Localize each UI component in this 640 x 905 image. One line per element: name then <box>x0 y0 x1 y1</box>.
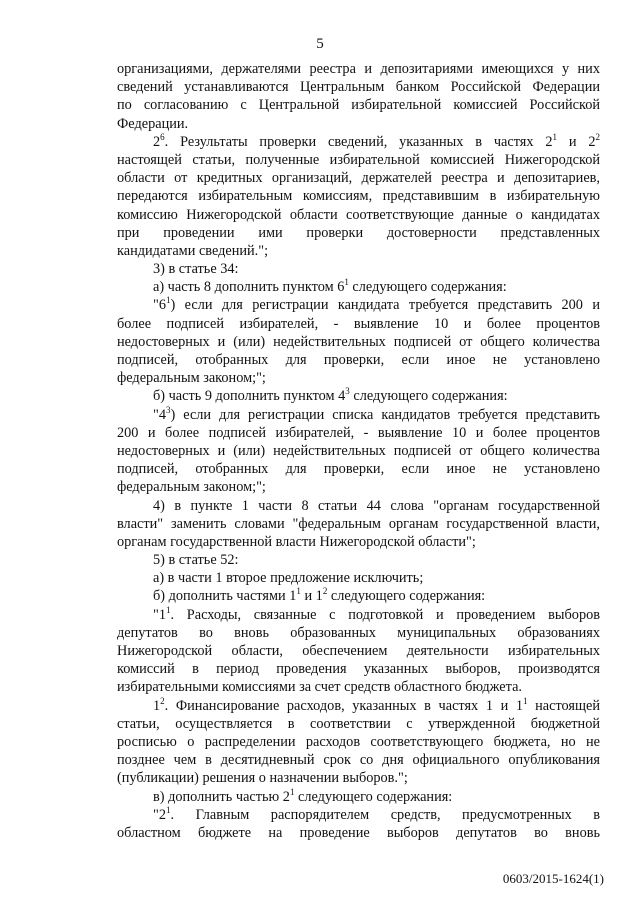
text-line: а) в части 1 второе предложение исключить; <box>153 570 424 587</box>
text-line: $1^2$. Финансирование расходов, указанных в частях 1 и $1^1$ настоящей <box>153 695 600 714</box>
text-line: "$2^1$. Главным распорядителем средств, предусмотренных в <box>153 804 600 823</box>
text-line: 200 и более подписей избирателей, - выявление 10 и более процентов <box>117 424 600 441</box>
text-line: $2^6$. Результаты проверки сведений, указанных в частях $2^1$ и $2^2$ <box>153 131 601 150</box>
text-line: б) часть 9 дополнить пунктом $4^3$ следующего содержания: <box>153 386 508 405</box>
text-line: "$4^3$) если для регистрации списка кандидатов требуется представить <box>153 404 600 423</box>
text-line: при проведении ими проверки достоверности представленных <box>117 224 600 241</box>
text-line: б) дополнить частями $1^1$ и $1^2$ следующего содержания: <box>153 586 486 605</box>
document-code: 0603/2015-1624(1) <box>502 871 604 886</box>
text-line: позднее чем в десятидневный срок со дня официального опубликования <box>117 752 600 769</box>
text-line: а) часть 8 дополнить пунктом $6^1$ следующего содержания: <box>153 277 507 296</box>
text-line: Нижегородской области, обеспечением деятельности избирательных <box>117 643 600 659</box>
text-line: в) дополнить частью $2^1$ следующего содержания: <box>153 786 453 805</box>
text-line: передаются избирательным комиссиям, представившим в избирательную <box>117 188 600 205</box>
text-line: власти" заменить словами "федеральным органам государственной власти, <box>117 515 600 532</box>
text-line: комиссию Нижегородской области соответствующие данные о кандидатах <box>117 206 600 223</box>
text-line: федеральным законом;"; <box>117 479 266 496</box>
text-line: комиссий в период проведения указанных выборов, производятся <box>117 661 600 678</box>
text-line: депутатов во вновь образованных муниципальных образованиях <box>117 624 600 641</box>
text-line: кандидатами сведений."; <box>117 242 269 259</box>
text-line: области от кредитных организаций, держателей реестра и депозитариев, <box>117 170 600 187</box>
text-line: более подписей избирателей, - выявление 10 и более процентов <box>117 315 600 332</box>
text-line: настоящей статьи, полученные избирательной комиссией Нижегородской <box>117 151 600 168</box>
text-line: (публикации) решения о назначении выборов."; <box>117 770 408 787</box>
text-line: сведений устанавливаются Центральным банком Российской Федерации <box>117 79 600 96</box>
document-body <box>117 60 600 842</box>
text-line: организациями, держателями реестра и депозитариями имеющихся у них <box>117 61 600 77</box>
text-line: 3) в статье 34: <box>153 261 239 278</box>
text-line: Федерации. <box>117 115 189 132</box>
text-line: по согласованию с Центральной избирательной комиссией Российской <box>117 97 600 114</box>
text-line: недостоверных и (или) недействительных подписей от общего количества <box>117 442 600 459</box>
text-line: "$6^1$) если для регистрации кандидата требуется представить 200 и <box>153 295 600 314</box>
text-line: подписей, отобранных для проверки, если иное не установлено <box>117 461 600 478</box>
page-number: 5 <box>316 36 324 52</box>
text-line: федеральным законом;"; <box>117 370 266 387</box>
text-line: "$1^1$. Расходы, связанные с подготовкой и проведением выборов <box>153 604 600 623</box>
text-line: подписей, отобранных для проверки, если иное не установлено <box>117 352 600 368</box>
text-line: 4) в пункте 1 части 8 статьи 44 слова "органам государственной <box>153 497 600 514</box>
text-line: статьи, осуществляется в соответствии с утвержденной бюджетной <box>117 715 600 732</box>
text-line: недостоверных и (или) недействительных подписей от общего количества <box>117 333 600 350</box>
text-line: 5) в статье 52: <box>153 552 239 569</box>
text-line: росписью о распределении расходов соответствующего бюджета, но не <box>117 733 600 750</box>
text-line: органам государственной власти Нижегородской области"; <box>117 533 476 550</box>
text-line: областном бюджете на проведение выборов депутатов во вновь <box>117 824 600 841</box>
text-line: избирательными комиссиями за счет средств областного бюджета. <box>117 679 522 696</box>
